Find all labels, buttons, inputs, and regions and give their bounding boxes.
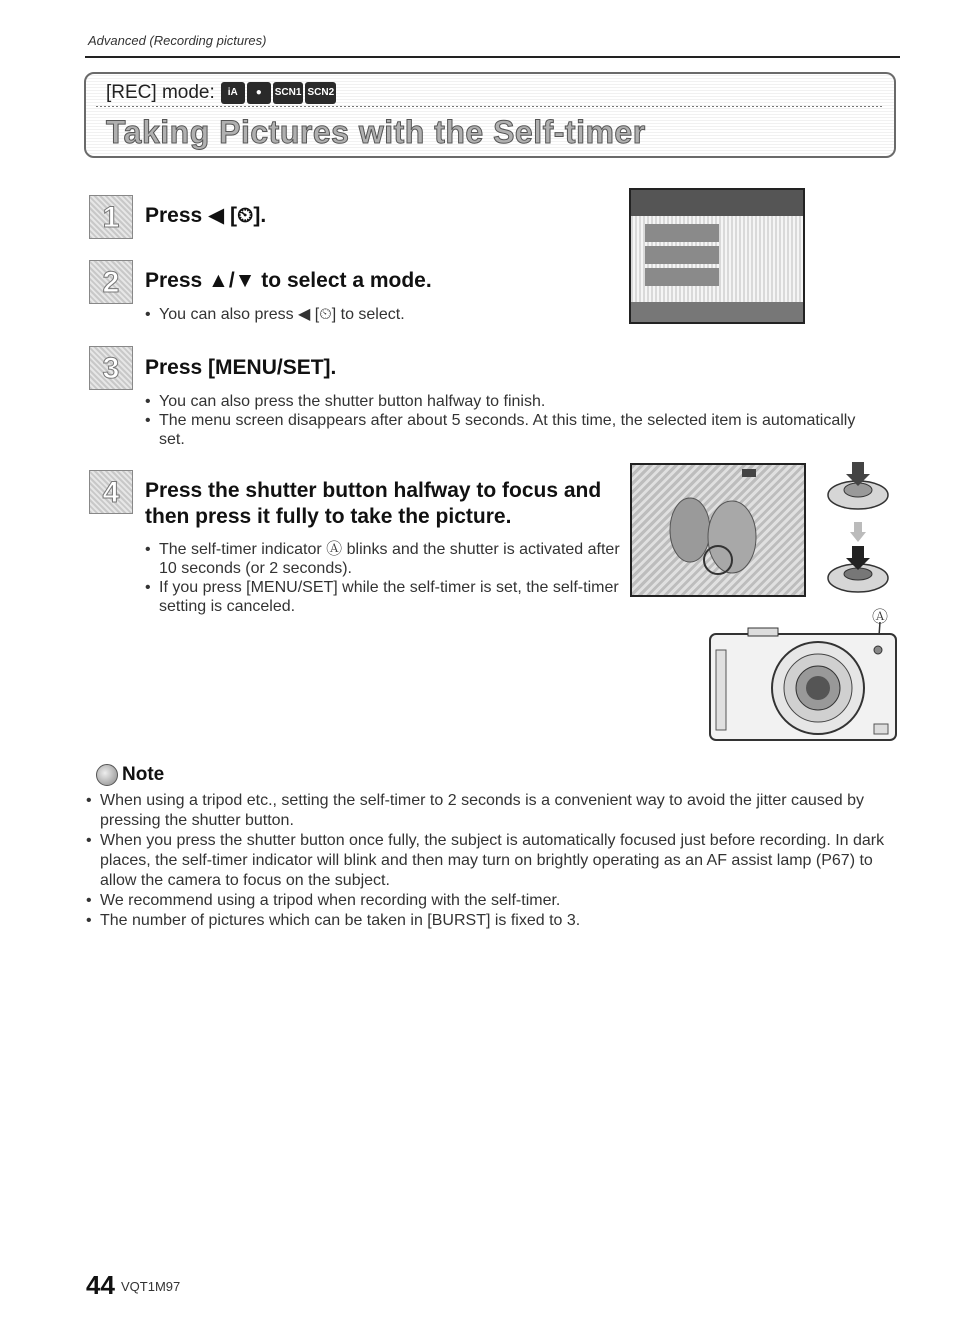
lcd-menu-screen <box>629 188 805 324</box>
note-heading <box>96 764 164 786</box>
lcd-menu-option <box>645 246 719 264</box>
lcd-menu-header <box>631 190 803 216</box>
indicator-label: Ⓐ <box>872 609 889 626</box>
header-rule <box>85 56 900 58</box>
rec-mode-row <box>106 82 336 104</box>
scene-figures <box>632 465 804 595</box>
camera-front-diagram <box>708 620 898 744</box>
title-box <box>84 72 896 158</box>
lcd-menu-footer <box>631 302 803 322</box>
model-code: VQT1M97 <box>121 1279 181 1294</box>
normal-picture-icon: ● <box>247 82 271 104</box>
lcd-menu-option <box>645 268 719 286</box>
step-2-bullet: • You can also press ◀ [⏲] to select. <box>145 305 605 324</box>
intelligent-auto-icon: iA <box>221 82 245 104</box>
note-item: • We recommend using a tripod when recording with the self-timer. <box>86 891 886 911</box>
note-list <box>86 791 886 931</box>
page-number: 44 <box>86 1270 115 1300</box>
step-4-bullet: • The self-timer indicator Ⓐ blinks and the shutter is activated after 10 seconds (or 2 seconds). <box>145 540 620 578</box>
step-1-heading: Press ◀ [⏲]. <box>145 204 267 227</box>
note-item: • When you press the shutter button once fully, the subject is automatically focused just before recording. In dark places, the self-timer indicator will blink and then may turn on brightly operating as an AF assist lamp (P67) to allow the camera to focus on the subject. <box>86 831 886 891</box>
step-4-bullet: • If you press [MENU/SET] while the self-timer is set, the self-timer setting is canceled. <box>145 578 620 616</box>
note-icon <box>96 764 118 786</box>
step-3-badge: 3 <box>89 346 133 390</box>
note-item: • The number of pictures which can be taken in [BURST] is fixed to 3. <box>86 911 886 931</box>
title-inner-rule <box>96 106 884 107</box>
lcd-menu-option <box>645 224 719 242</box>
shutter-press-diagram <box>818 460 898 595</box>
step-2-badge: 2 <box>89 260 133 304</box>
mode-icons <box>221 82 336 104</box>
scene1-icon: SCN1 <box>273 82 304 104</box>
note-heading-text: Note <box>122 764 165 785</box>
rec-mode-label: [REC] mode: <box>106 82 215 103</box>
step-3-heading: Press [MENU/SET]. <box>145 356 337 379</box>
step-2-bullets <box>145 305 605 324</box>
step-3-bullet: • The menu screen disappears after about 5 seconds. At this time, the selected item is automatically set. <box>145 411 885 449</box>
note-item: • When using a tripod etc., setting the self-timer to 2 seconds is a convenient way to avoid the jitter caused by pressing the shutter button. <box>86 791 886 831</box>
step-3-bullet: • You can also press the shutter button halfway to finish. <box>145 392 885 411</box>
step-2-heading: Press ▲/▼ to select a mode. <box>145 269 432 292</box>
step-4-bullets <box>145 540 620 616</box>
step-3-bullets <box>145 392 885 449</box>
step-1-badge: 1 <box>89 195 133 239</box>
step-4-badge: 4 <box>89 470 133 514</box>
scene2-icon: SCN2 <box>305 82 336 104</box>
lcd-scene-screen <box>630 463 806 597</box>
page-title: Taking Pictures with the Self-timer <box>106 114 646 150</box>
step-4-heading: Press the shutter button halfway to focus and then press it fully to take the picture. <box>145 479 602 528</box>
breadcrumb: Advanced (Recording pictures) <box>88 33 267 48</box>
